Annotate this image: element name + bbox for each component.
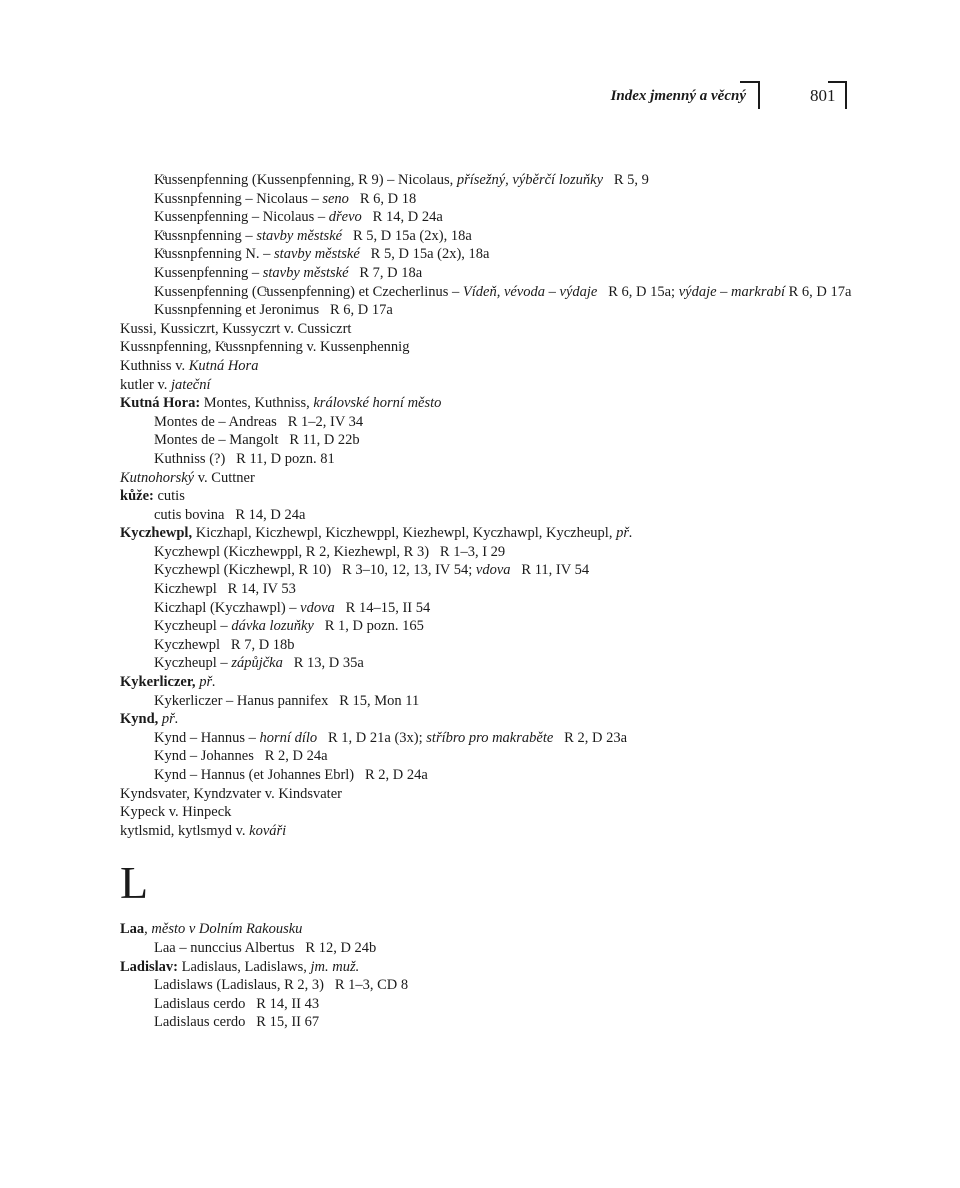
index-subentry (120, 264, 855, 283)
entry-text: Kutná Hora (188, 357, 259, 374)
index-entry (120, 394, 855, 413)
entry-text: Kykerliczer, (120, 674, 196, 691)
index-subentry (120, 617, 855, 636)
entry-text: př. (161, 711, 179, 728)
entry-text: Kyczhewpl (Kiczhewpl, R 10) R 3–10, 12, 13, IV 54; (154, 562, 476, 579)
entry-text: př. (616, 525, 633, 542)
index-entry (120, 357, 855, 376)
entry-text: Montes de – Andreas R 1–2, IV 34 (154, 413, 364, 430)
index-subentry (120, 208, 855, 227)
index-subentry (120, 301, 855, 320)
index-subentry (120, 245, 855, 264)
entry-text: Kutná Hora: (120, 395, 201, 412)
index-subentry (120, 939, 855, 958)
index-subentry (120, 190, 855, 209)
index-subentry (120, 543, 855, 562)
entry-text: Montes, Kuthniss, (200, 395, 314, 412)
entry-text: Kiczhapl (Kyczhawpl) – (154, 599, 301, 616)
entry-text: Kuthniss (?) R 11, D pozn. 81 (154, 450, 335, 467)
entry-text: stavby městské (262, 264, 349, 281)
entry-text: Kyczhewpl, (120, 525, 193, 542)
index-entry (120, 524, 855, 543)
entry-text: dávka lozuňky (231, 618, 314, 635)
entry-text: , (144, 921, 152, 938)
entry-text: kytlsmid, kytlsmyd v. (120, 822, 250, 839)
index-subentry (120, 636, 855, 655)
index-subentry (120, 976, 855, 995)
index-content (120, 171, 855, 1032)
index-subentry (120, 766, 855, 785)
running-header-title: Index jmenný a věcný (610, 88, 746, 104)
entry-text: dřevo (328, 209, 362, 226)
entry-text: Kͤussenpfenning (Kussenpfenning, R 9) – Nicolaus, (154, 172, 457, 188)
entry-text: R 1, D pozn. 165 (313, 618, 424, 635)
entry-text: vdova (300, 599, 335, 616)
entry-text: Kynd – Johannes R 2, D 24a (154, 748, 328, 765)
index-subentry (120, 450, 855, 469)
entry-text: R 5, 9 (603, 172, 649, 188)
entry-text: Ladislaus cerdo R 15, II 67 (154, 1014, 320, 1031)
entry-text: Vídeň, vévoda – výdaje (462, 283, 598, 300)
entry-text: jm. muž. (310, 958, 360, 975)
entry-text: R 1, D 21a (3x); (317, 729, 427, 746)
entry-text: město v Dolním Rakousku (151, 921, 303, 938)
index-subentry (120, 413, 855, 432)
index-entry (120, 958, 855, 977)
entry-text: stavby městské (274, 246, 360, 263)
index-entry (120, 338, 855, 357)
entry-text: Laa – nunccius Albertus R 12, D 24b (154, 939, 377, 956)
index-entry (120, 822, 855, 841)
index-subentry (120, 506, 855, 525)
header-bracket-mark (740, 81, 760, 109)
index-entry (120, 376, 855, 395)
index-subentry (120, 654, 855, 673)
index-entry (120, 320, 855, 339)
entry-text: Ladislav: (120, 958, 179, 975)
entry-text: Kyczheupl – (154, 618, 232, 635)
entry-text: Kuthniss v. (120, 357, 189, 374)
entry-text: kutler v. (120, 376, 172, 393)
entry-text: přísežný, výběrčí lozuňky (456, 172, 604, 188)
entry-text: př. (199, 674, 216, 691)
entry-text: R 6, D 18 (348, 190, 417, 207)
entry-text: R 5, D 15a (2x), 18a (342, 227, 472, 244)
entry-text: Kussnpfenning – Nicolaus – (154, 190, 323, 207)
entry-text: Kyndsvater, Kyndzvater v. Kindsvater (120, 785, 342, 802)
entry-text: Kutnohorský (120, 469, 195, 486)
entry-text: Kynd – Hannus (et Johannes Ebrl) R 2, D 24a (154, 767, 428, 783)
entry-text: Montes de – Mangolt R 11, D 22b (154, 432, 360, 449)
entry-text: Kͤussnpfenning – (154, 227, 257, 244)
entry-text: R 6, D 15a; (597, 283, 679, 300)
entry-text: Kiczhapl, Kiczhewpl, Kiczhewppl, Kiezhewpl, Kyczhawpl, Kyczheupl, (192, 525, 617, 542)
entry-text: Ladislaws (Ladislaus, R 2, 3) R 1–3, CD 8 (154, 977, 409, 994)
entry-text: horní dílo (259, 729, 318, 746)
entry-text: Kyczhewpl R 7, D 18b (154, 636, 295, 653)
entry-text: Kypeck v. Hinpeck (120, 804, 232, 821)
index-entry (120, 920, 855, 939)
page-number: 801 (810, 86, 836, 105)
entry-text: Laa (120, 921, 145, 938)
entry-text: Kͤussnpfenning N. – (154, 246, 275, 263)
entry-text: R 5, D 15a (2x), 18a (359, 246, 490, 263)
entry-text: Kussenpfenning – Nicolaus – (154, 209, 329, 226)
entry-text: Kussi, Kussiczrt, Kussyczrt v. Cussiczrt (120, 320, 352, 337)
entry-text: Kynd, (120, 711, 159, 728)
entry-text: seno (322, 190, 349, 207)
index-subentry (120, 227, 855, 246)
entry-text: v. Cuttner (194, 469, 255, 486)
entry-text: vdova (475, 562, 511, 579)
index-subentry (120, 171, 855, 190)
index-entry (120, 785, 855, 804)
entry-text: R 14, D 24a (361, 209, 443, 226)
page-number-bracket-mark (828, 81, 847, 109)
entry-text: R 14–15, II 54 (334, 599, 431, 616)
entry-text: stavby městské (256, 227, 343, 244)
section-letter: L (120, 857, 149, 909)
index-subentry (120, 692, 855, 711)
entry-text: kováři (249, 822, 287, 839)
index-subentry (120, 431, 855, 450)
index-subentry (120, 561, 855, 580)
entry-text: R 6, D 17a (785, 283, 852, 300)
index-subentry (120, 580, 855, 599)
index-subentry (120, 729, 855, 748)
entry-text: R 13, D 35a (282, 655, 364, 672)
index-entry (120, 469, 855, 488)
entry-text: R 2, D 23a (553, 729, 628, 746)
index-entry (120, 803, 855, 822)
index-subentry (120, 283, 855, 302)
index-subentry (120, 747, 855, 766)
entry-text: zápůjčka (231, 655, 283, 672)
entry-text: Kykerliczer – Hanus pannifex R 15, Mon 11 (154, 692, 420, 709)
index-subentry (120, 1013, 855, 1032)
entry-text: Ladislaus cerdo R 14, II 43 (154, 995, 320, 1012)
entry-text: Kussnpfenning et Jeronimus R 6, D 17a (154, 302, 393, 319)
entry-text: královské horní město (313, 395, 442, 412)
entry-text: kůže: (120, 488, 154, 505)
index-subentry (120, 599, 855, 618)
entry-text: stříbro pro makraběte (426, 729, 554, 746)
entry-text: R 11, IV 54 (510, 562, 590, 579)
index-entry (120, 673, 855, 692)
entry-text: R 7, D 18a (348, 264, 423, 281)
entry-text: Kussnpfenning, Kͤussnpfenning v. Kussenphennig (120, 339, 410, 356)
index-entry (120, 710, 855, 729)
entry-text: jateční (171, 376, 211, 393)
entry-text: Kiczhewpl R 14, IV 53 (154, 581, 296, 598)
entry-text: Kynd – Hannus – (154, 729, 260, 746)
entry-text: Kyczheupl – (154, 655, 232, 672)
entry-text: cutis (153, 488, 185, 505)
entry-text: Kyczhewpl (Kiczhewppl, R 2, Kiezhewpl, R 3) R 1–3, I 29 (154, 543, 506, 560)
entry-text: Ladislaus, Ladislaws, (178, 958, 311, 975)
index-subentry (120, 995, 855, 1014)
index-entry (120, 487, 855, 506)
entry-text: Kussenpfenning – (154, 264, 263, 281)
entry-text: Kussenpfenning (Cͤussenpfenning) et Czecherlinus – (154, 283, 463, 300)
entry-text: výdaje – markrabí (678, 283, 786, 300)
entry-text: cutis bovina R 14, D 24a (154, 506, 306, 523)
